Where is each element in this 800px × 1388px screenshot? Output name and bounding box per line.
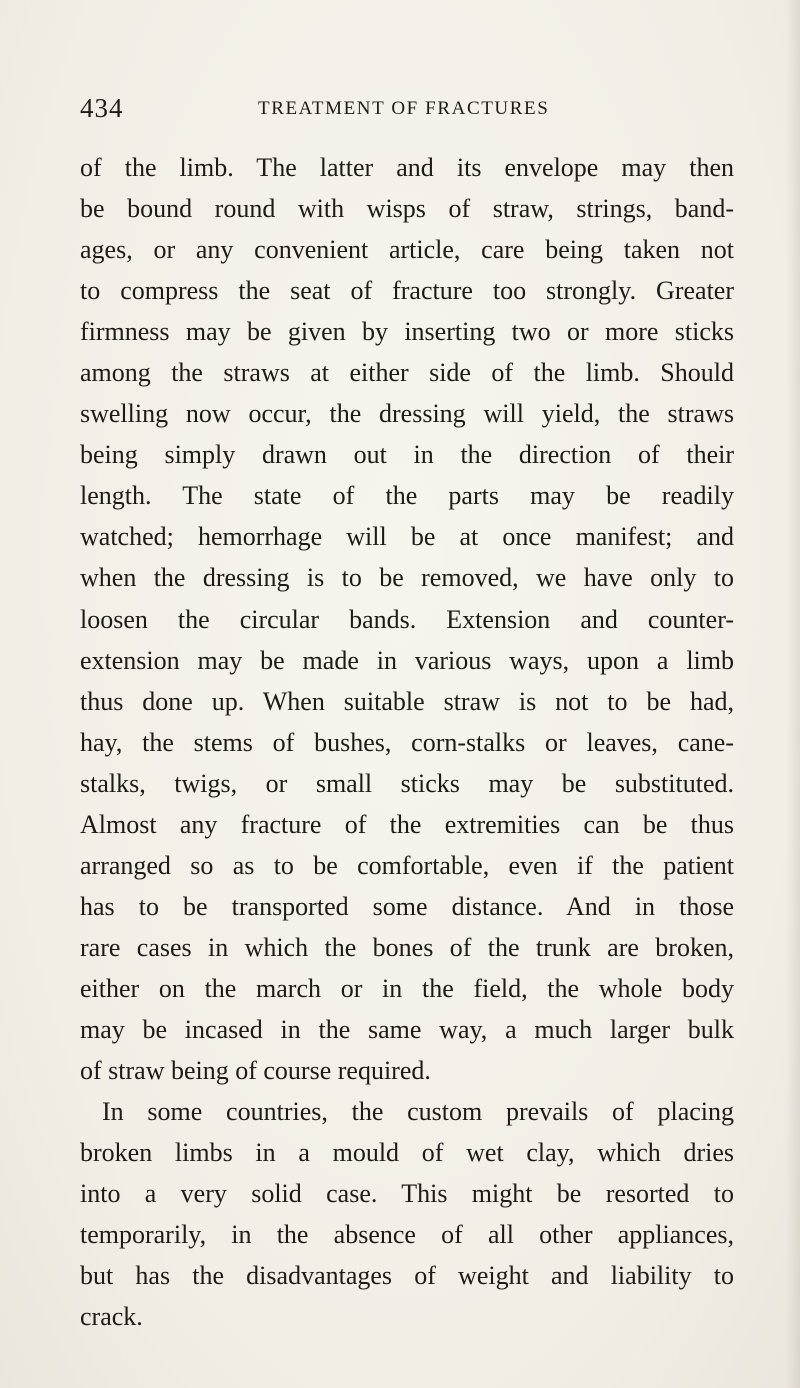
text-line: swelling now occur, the dressing will yield, the straws (80, 399, 734, 429)
page-edge-shadow (786, 0, 800, 1388)
page-number: 434 (80, 93, 124, 123)
body-text (80, 147, 734, 1337)
text-line: of the limb. The latter and its envelope may then (80, 153, 734, 182)
text-line: of straw being of course required. (80, 1056, 431, 1086)
text-line: when the dressing is to be removed, we have only to (80, 563, 734, 593)
text-line: firmness may be given by inserting two or more sticks (80, 317, 734, 347)
text-line: length. The state of the parts may be readily (80, 481, 734, 511)
text-line: crack. (80, 1302, 143, 1332)
text-line: watched; hemorrhage will be at once manifest; and (80, 522, 734, 552)
text-line: be bound round with wisps of straw, strings, band- (80, 194, 734, 224)
text-line: In some countries, the custom prevails of placing (102, 1097, 734, 1127)
text-line: may be incased in the same way, a much larger bulk (80, 1014, 734, 1044)
text-line: arranged so as to be comfortable, even if the patient (80, 850, 734, 880)
text-line: among the straws at either side of the limb. Should (80, 358, 734, 388)
text-line: broken limbs in a mould of wet clay, which dries (80, 1138, 734, 1168)
text-line: temporarily, in the absence of all other appliances, (80, 1220, 734, 1250)
text-line: to compress the seat of fracture too strongly. Greater (80, 276, 734, 306)
text-line: has to be transported some distance. And in those (80, 891, 734, 921)
text-line: into a very solid case. This might be resorted to (80, 1179, 734, 1209)
text-line: but has the disadvantages of weight and liability to (80, 1261, 734, 1291)
text-line: loosen the circular bands. Extension and counter- (80, 604, 734, 634)
text-line: hay, the stems of bushes, corn-stalks or leaves, cane- (80, 727, 734, 757)
text-line: either on the march or in the field, the whole body (80, 973, 734, 1003)
text-line: being simply drawn out in the direction of their (80, 440, 734, 470)
page-header (80, 92, 732, 124)
text-line: rare cases in which the bones of the trunk are broken, (80, 932, 734, 962)
text-line: stalks, twigs, or small sticks may be substituted. (80, 768, 734, 798)
text-line: extension may be made in various ways, upon a limb (80, 645, 734, 675)
text-line: ages, or any convenient article, care being taken not (80, 235, 734, 265)
text-line: Almost any fracture of the extremities can be thus (80, 809, 734, 839)
running-head: TREATMENT OF FRACTURES (258, 98, 550, 119)
text-line: thus done up. When suitable straw is not to be had, (80, 686, 734, 716)
